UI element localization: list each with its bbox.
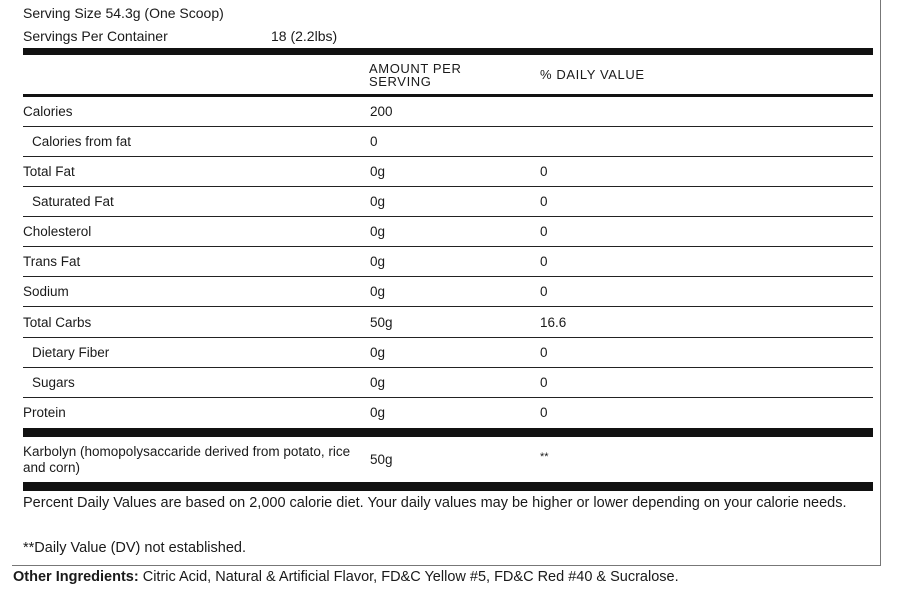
nutrient-dv: 0 — [540, 194, 548, 209]
nutrient-amount: 0g — [370, 284, 386, 299]
nutrient-name: Saturated Fat — [32, 194, 114, 209]
nutrient-name: Total Carbs — [23, 315, 92, 330]
nutrient-dv: 0 — [540, 224, 548, 239]
amount-per-serving-header — [369, 62, 461, 88]
nutrient-amount: 0g — [370, 194, 386, 209]
nutrient-row-sodium — [23, 277, 873, 307]
nutrient-amount: 50g — [370, 315, 393, 330]
nutrient-name: Calories — [23, 104, 73, 119]
nutrient-name: Total Fat — [23, 164, 75, 179]
nutrient-amount: 0g — [370, 375, 386, 390]
nutrient-row-dietary-fiber — [23, 338, 873, 368]
nutrient-amount: 0g — [370, 345, 386, 360]
nutrient-row-saturated-fat — [23, 187, 873, 217]
nutrient-row-cholesterol — [23, 217, 873, 247]
serving-size: Serving Size 54.3g (One Scoop) — [23, 5, 224, 21]
nutrient-amount: 0g — [370, 405, 386, 420]
nutrient-dv: 0 — [540, 284, 548, 299]
nutrient-amount: 0g — [370, 224, 386, 239]
top-divider — [23, 48, 873, 55]
nutrient-row-karbolyn — [23, 437, 873, 483]
footnote-divider — [23, 482, 873, 491]
nutrient-name: Trans Fat — [23, 254, 81, 269]
nutrient-row-calories-from-fat — [23, 127, 873, 157]
nutrient-dv: 0 — [540, 254, 548, 269]
nutrient-name: Cholesterol — [23, 224, 92, 239]
nutrient-amount: 0 — [370, 134, 378, 149]
protein-divider — [23, 428, 873, 437]
amount-header-line1: AMOUNT PER — [369, 61, 462, 76]
nutrient-amount: 0g — [370, 164, 386, 179]
nutrient-name: Karbolyn (homopolysaccaride derived from potato, rice and corn) — [23, 444, 351, 475]
percent-daily-value-note: Percent Daily Values are based on 2,000 calorie diet. Your daily values may be higher or lower depending on your calorie needs. — [23, 495, 847, 511]
nutrient-name: Calories from fat — [32, 134, 132, 149]
nutrient-amount: 50g — [370, 452, 393, 467]
nutrient-amount: 0g — [370, 254, 386, 269]
dv-not-established-note: **Daily Value (DV) not established. — [23, 540, 246, 556]
other-ingredients — [13, 569, 679, 585]
other-ingredients-label: Other Ingredients: — [13, 569, 139, 585]
nutrient-dv: 0 — [540, 375, 548, 390]
nutrient-row-sugars — [23, 368, 873, 398]
amount-header-line2: SERVING — [369, 74, 432, 89]
nutrient-amount: 200 — [370, 104, 393, 119]
nutrient-name: Sugars — [32, 375, 75, 390]
other-ingredients-text: Citric Acid, Natural & Artificial Flavor, FD&C Yellow #5, FD&C Red #40 & Sucralose. — [138, 569, 679, 585]
nutrient-row-protein — [23, 398, 873, 428]
nutrient-dv: 0 — [540, 405, 548, 420]
nutrient-row-total-fat — [23, 157, 873, 187]
nutrient-dv: ** — [540, 451, 549, 463]
nutrient-name: Dietary Fiber — [32, 345, 110, 360]
nutrient-dv: 0 — [540, 164, 548, 179]
nutrient-row-calories — [23, 97, 873, 127]
nutrient-row-trans-fat — [23, 247, 873, 277]
servings-per-container-label: Servings Per Container — [23, 28, 168, 44]
nutrient-row-total-carbs — [23, 308, 873, 338]
servings-per-container-value: 18 (2.2lbs) — [271, 28, 338, 44]
nutrient-name: Sodium — [23, 284, 69, 299]
daily-value-header: % DAILY VALUE — [540, 67, 645, 82]
nutrient-dv: 16.6 — [540, 315, 567, 330]
nutrient-dv: 0 — [540, 345, 548, 360]
nutrient-name: Protein — [23, 405, 66, 420]
